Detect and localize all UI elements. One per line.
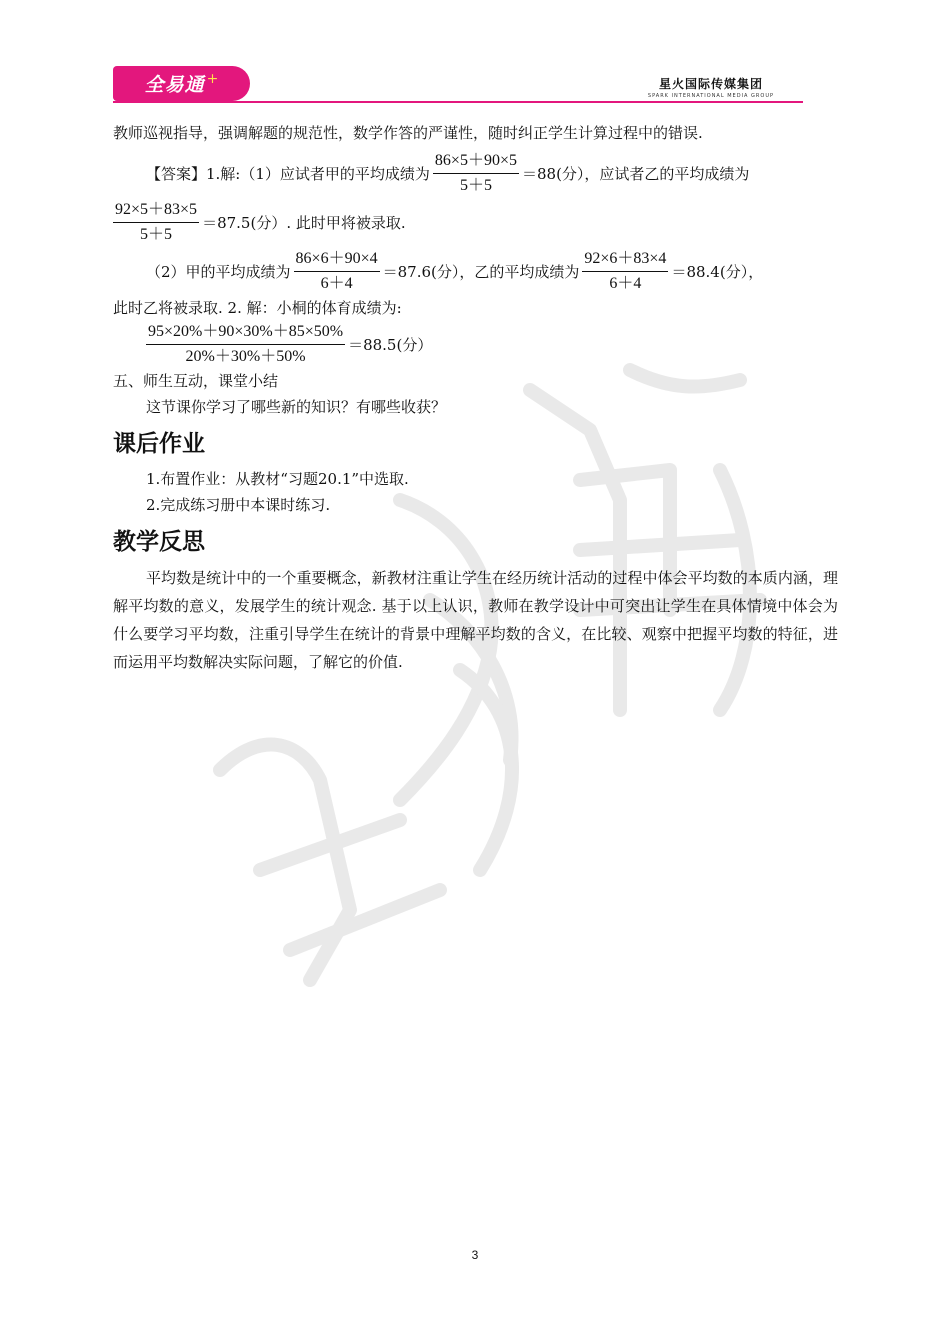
brand: [648, 75, 774, 99]
brand-name: 星火国际传媒集团: [658, 77, 763, 91]
fraction-2: [113, 199, 199, 246]
header-divider: [113, 101, 803, 103]
fraction-4-denominator: 6＋4: [609, 275, 642, 292]
fraction-1-denominator: 5＋5: [459, 177, 492, 194]
main-content: [113, 120, 838, 676]
fraction-4: [582, 248, 668, 295]
part2-end: ＝88.4(分），: [671, 262, 764, 281]
body-line-inspection: 教师巡视指导，强调解题的规范性，数学作答的严谨性，随时纠正学生计算过程中的错误.: [113, 124, 703, 142]
fraction-2-denominator: 5＋5: [140, 226, 173, 243]
fraction-5: [146, 321, 345, 368]
answer-prefix: 【答案】1.解:（1）应试者甲的平均成绩为: [146, 164, 430, 183]
logo-text: 全易通: [144, 74, 205, 96]
logo: [113, 66, 250, 101]
fraction-5-numerator: 95×20%＋90×30%＋85×50%: [146, 321, 345, 345]
page-header: [0, 0, 950, 110]
fraction-3: [294, 248, 380, 295]
logo-star-icon: +: [206, 70, 219, 87]
fraction-3-denominator: 6＋4: [320, 275, 353, 292]
brand-name-en: SPARK INTERNATIONAL MEDIA GROUP: [647, 93, 774, 99]
homework-title: 课后作业: [113, 431, 205, 457]
section-5-question: 这节课你学习了哪些新的知识？有哪些收获？: [146, 398, 447, 416]
fraction-2-numerator: 92×5＋83×5: [113, 199, 199, 223]
answer-line-4: 此时乙将被录取. 2. 解：小桐的体育成绩为:: [113, 299, 402, 317]
page-number: 3: [471, 1248, 479, 1262]
fraction-4-numerator: 92×6＋83×4: [582, 248, 668, 272]
answer-line-3: [113, 248, 838, 295]
answer-mid: ＝88(分），应试者乙的平均成绩为: [521, 164, 750, 183]
homework-item-2: 2.完成练习册中本课时练习.: [146, 496, 331, 514]
part2-prefix: （2）甲的平均成绩为: [146, 262, 291, 281]
answer-line-5: [113, 321, 838, 368]
answer-line-1: [113, 150, 838, 197]
reflection-title: 教学反思: [113, 529, 205, 555]
fraction-1-numerator: 86×5＋90×5: [433, 150, 519, 174]
reflection-text: 平均数是统计中的一个重要概念，新教材注重让学生在经历统计活动的过程中体会平均数的本质内涵，理解平均数的意义，发展学生的统计观念. 基于以上认识，教师在教学设计中可突出让学生在具体情境中体会为什么要学习平均数，注重引导学生在统计的背景中理解平均数的含义，在比较、观察中把握平均数的特征，进而运用平均数解决实际问题，了解它的价值.: [113, 569, 838, 671]
homework-item-1: 1.布置作业：从教材“习题20.1”中选取.: [146, 470, 409, 488]
fraction-3-numerator: 86×6＋90×4: [294, 248, 380, 272]
section-5-heading: 五、师生互动，课堂小结: [113, 372, 279, 390]
fraction-5-denominator: 20%＋30%＋50%: [185, 348, 306, 365]
answer-end: ＝87.5(分）. 此时甲将被录取.: [202, 213, 406, 232]
part2-mid: ＝87.6(分），乙的平均成绩为: [382, 262, 580, 281]
answer-line-2: [113, 199, 838, 246]
fraction-5-result: ＝88.5(分）: [348, 335, 433, 354]
fraction-1: [433, 150, 519, 197]
